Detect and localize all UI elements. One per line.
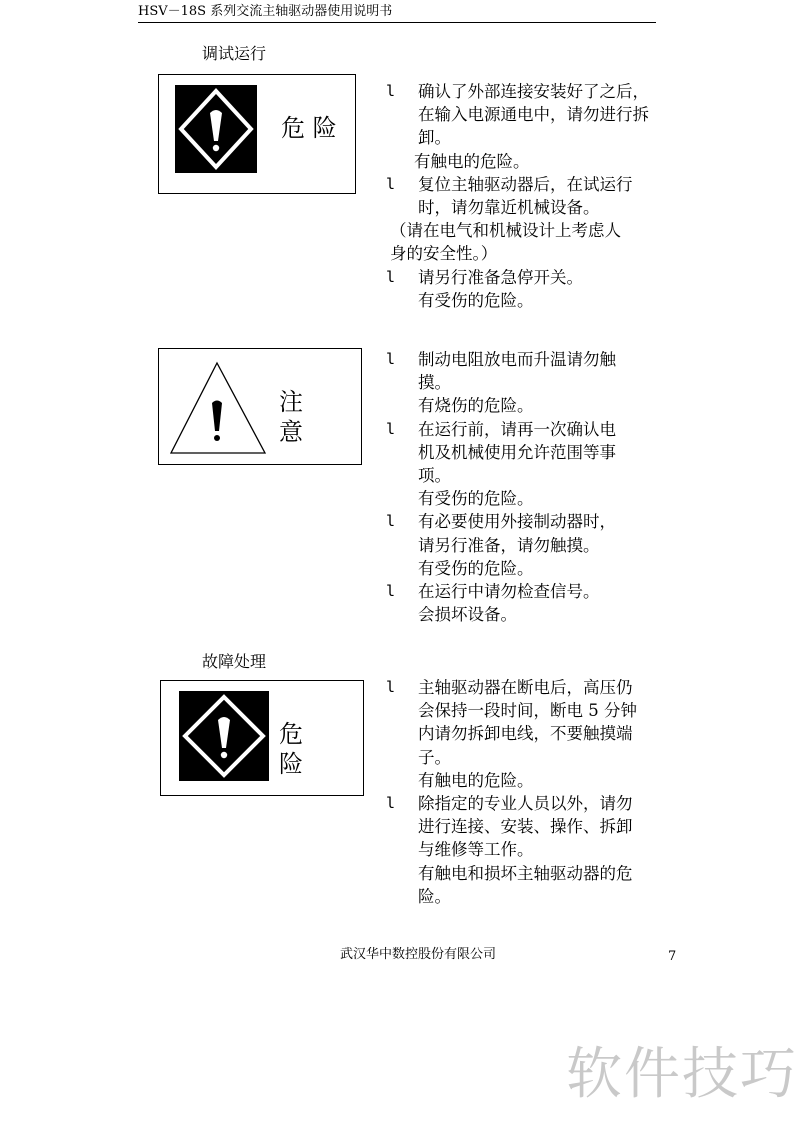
caution-warnings	[386, 348, 676, 626]
page-number: 7	[668, 949, 677, 964]
danger-warning-box	[158, 74, 356, 194]
list-item: l 除指定的专业人员以外，请勿 进行连接、安装、操作、拆卸 与维修等工作。 有触电和损坏主轴驱动器的危 险。	[386, 794, 633, 906]
commissioning-warnings	[386, 80, 676, 312]
caution-label: 注 意	[279, 388, 317, 446]
list-item: l 在运行中请勿检查信号。 会损坏设备。	[386, 582, 600, 625]
footer-company: 武汉华中数控股份有限公司	[340, 947, 497, 962]
list-item: l 在运行前，请再一次确认电 机及机械使用允许范围等事 项。 有受伤的危险。	[386, 419, 616, 509]
list-item: l 复位主轴驱动器后，在试运行 时，请勿靠近机械设备。 （请在电气和机械设计上考虑人 身的安全性。）	[386, 174, 633, 264]
danger-label: 危 险	[279, 720, 317, 778]
bullet: l	[386, 82, 396, 100]
section-title-commissioning: 调试运行	[202, 44, 267, 63]
list-item: l 有必要使用外接制动器时， 请另行准备，请勿触摸。 有受伤的危险。	[386, 512, 616, 578]
list-item: l 制动电阻放电而升温请勿触 摸。 有烧伤的危险。	[386, 350, 616, 416]
danger-exclamation-diamond-icon	[175, 85, 257, 173]
page-header	[138, 4, 656, 23]
list-item: l 主轴驱动器在断电后，高压仍 会保持一段时间，断电 5 分钟 内请勿拆卸电线，不要触摸端 子。 有触电的危险。	[386, 678, 637, 790]
troubleshooting-warnings	[386, 676, 676, 908]
list-item: l 请另行准备急停开关。 有受伤的危险。	[386, 267, 583, 310]
header-title: HSV－18S 系列交流主轴驱动器使用说明书	[138, 4, 393, 19]
caution-warning-box	[158, 348, 362, 465]
caution-triangle-icon	[167, 357, 275, 457]
watermark: 软件技巧	[566, 1042, 798, 1107]
danger-label: 危 险	[281, 114, 337, 142]
section-title-troubleshooting: 故障处理	[202, 652, 267, 671]
list-item: l 确认了外部连接安装好了之后， 在输入电源通电中，请勿进行拆 卸。 有触电的危险。	[386, 82, 649, 171]
danger-exclamation-diamond-icon	[179, 691, 269, 781]
danger-warning-box	[160, 680, 364, 796]
